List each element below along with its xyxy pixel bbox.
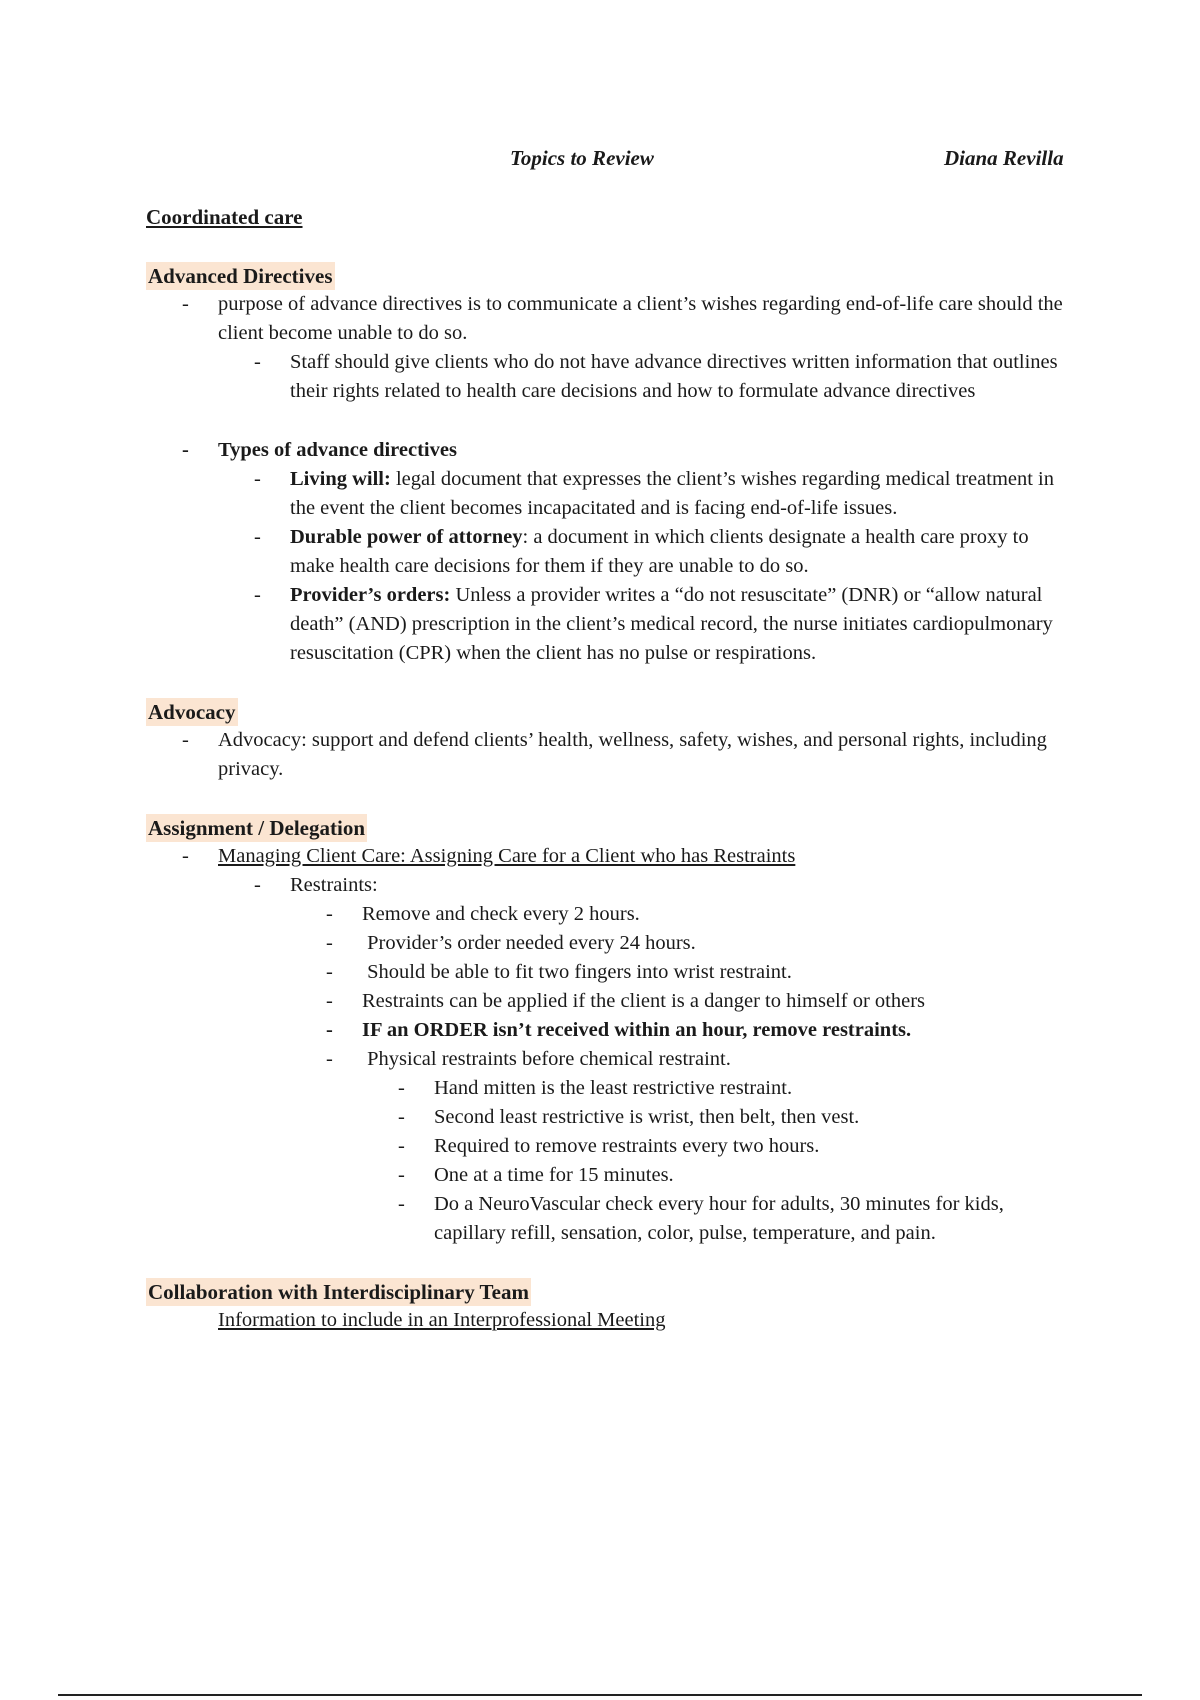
list-item	[146, 1161, 1066, 1190]
list-item-text: Restraints:	[290, 874, 378, 896]
dash-bullet: -	[254, 874, 261, 896]
subheading: Managing Client Care: Assigning Care for a Client who has Restraints	[218, 845, 796, 867]
dash-bullet: -	[398, 1135, 405, 1157]
subheading-row	[146, 1306, 1066, 1335]
main-heading: Coordinated care	[146, 205, 303, 229]
dash-bullet: -	[182, 293, 189, 315]
list-item	[146, 987, 1066, 1016]
term-text: legal document that expresses the client’s wishes regarding medical treatment in the event the client becomes incapacitated and is facing end-of-life issues.	[290, 468, 1054, 519]
subheading: Information to include in an Interprofessional Meeting	[218, 1309, 666, 1331]
dash-bullet: -	[398, 1106, 405, 1128]
list-item-text: Should be able to fit two fingers into wrist restraint.	[362, 961, 792, 983]
section-advanced-directives	[146, 262, 1066, 290]
page-bottom-rule	[58, 1694, 1142, 1696]
list-item	[146, 465, 1066, 523]
notes-content	[146, 262, 1066, 1335]
list-item-text: Do a NeuroVascular check every hour for adults, 30 minutes for kids, capillary refill, sensation, color, pulse, temperature, and pain.	[434, 1193, 1004, 1244]
list-item-text: Second least restrictive is wrist, then belt, then vest.	[434, 1106, 860, 1128]
list-item	[146, 1074, 1066, 1103]
dash-bullet: -	[326, 932, 333, 954]
term-label: Living will:	[290, 468, 391, 490]
list-item	[146, 842, 1066, 871]
dash-bullet: -	[398, 1193, 405, 1215]
term-text: : a document in which clients designate a health care proxy to make health care decisions for them if they are unable to do so.	[290, 526, 1029, 577]
section-heading: Advocacy	[148, 700, 236, 724]
dash-bullet: -	[254, 468, 261, 490]
term-label: Provider’s orders:	[290, 584, 451, 606]
list-item	[146, 436, 1066, 465]
list-item-text: Required to remove restraints every two hours.	[434, 1135, 820, 1157]
section-heading: Advanced Directives	[148, 264, 333, 288]
document-title: Topics to Review	[510, 146, 654, 170]
dash-bullet: -	[254, 584, 261, 606]
list-item	[146, 726, 1066, 784]
dash-bullet: -	[326, 903, 333, 925]
list-item	[146, 1103, 1066, 1132]
dash-bullet: -	[398, 1164, 405, 1186]
list-item	[146, 348, 1066, 406]
list-item-text: Restraints can be applied if the client is a danger to himself or others	[362, 990, 926, 1012]
list-item	[146, 1045, 1066, 1074]
term-text: Unless a provider writes a “do not resuscitate” (DNR) or “allow natural death” (AND) prescription in the client’s medical record, the nurse initiates cardiopulmonary resuscitation (CPR) when the client has no pulse or respirations.	[290, 584, 1053, 664]
dash-bullet: -	[326, 961, 333, 983]
list-item	[146, 1132, 1066, 1161]
list-item-text: Provider’s order needed every 24 hours.	[362, 932, 696, 954]
dash-bullet: -	[326, 1019, 333, 1041]
list-item-text: IF an ORDER isn’t received within an hour, remove restraints.	[362, 1019, 912, 1041]
dash-bullet: -	[182, 729, 189, 751]
list-item	[146, 900, 1066, 929]
term-label: Durable power of attorney	[290, 526, 523, 548]
list-item	[146, 1190, 1066, 1248]
section-heading: Assignment / Delegation	[148, 816, 365, 840]
list-item-text: One at a time for 15 minutes.	[434, 1164, 674, 1186]
section-collaboration	[146, 1278, 1066, 1306]
dash-bullet: -	[254, 526, 261, 548]
dash-bullet: -	[254, 351, 261, 373]
list-item	[146, 1016, 1066, 1045]
list-item	[146, 871, 1066, 900]
list-item	[146, 290, 1066, 348]
list-item-text: Remove and check every 2 hours.	[362, 903, 640, 925]
list-item-text: Types of advance directives	[218, 439, 457, 461]
list-item-text: Staff should give clients who do not have advance directives written information that outlines their rights related to health care decisions and how to formulate advance directives	[290, 351, 1058, 402]
list-item	[146, 929, 1066, 958]
dash-bullet: -	[182, 439, 189, 461]
list-item	[146, 581, 1066, 668]
list-item-text: purpose of advance directives is to communicate a client’s wishes regarding end-of-life care should the client become unable to do so.	[218, 293, 1063, 344]
list-item	[146, 523, 1066, 581]
dash-bullet: -	[182, 845, 189, 867]
dash-bullet: -	[326, 1048, 333, 1070]
list-item-text: Hand mitten is the least restrictive restraint.	[434, 1077, 793, 1099]
section-heading: Collaboration with Interdisciplinary Team	[148, 1280, 529, 1304]
author-name: Diana Revilla	[944, 146, 1064, 170]
list-item-text: Physical restraints before chemical restraint.	[362, 1048, 731, 1070]
dash-bullet: -	[398, 1077, 405, 1099]
dash-bullet: -	[326, 990, 333, 1012]
list-item	[146, 958, 1066, 987]
list-item-text: Advocacy: support and defend clients’ health, wellness, safety, wishes, and personal rights, including privacy.	[218, 729, 1047, 780]
section-assignment-delegation	[146, 814, 1066, 842]
section-advocacy	[146, 698, 1066, 726]
